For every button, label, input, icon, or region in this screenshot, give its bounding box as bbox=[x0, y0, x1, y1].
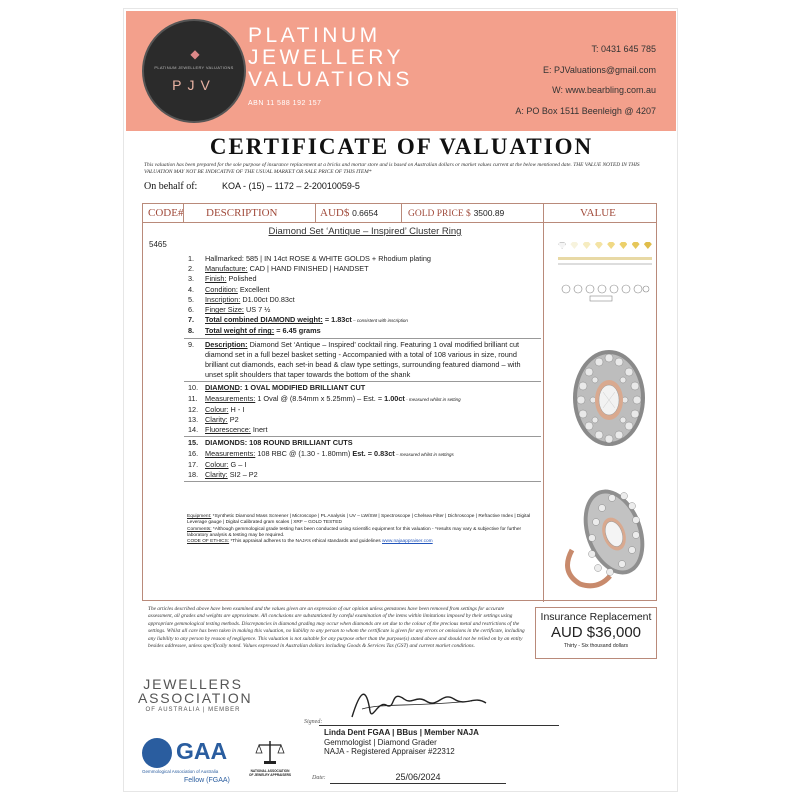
list-item: 10. DIAMOND: 1 OVAL MODIFIED BRILLIANT CUT bbox=[188, 383, 366, 393]
description-header: DESCRIPTION bbox=[206, 207, 278, 219]
valuation-date: 25/06/2024 bbox=[395, 772, 441, 782]
scale-bar-icon bbox=[556, 254, 654, 268]
brand-line-2: JEWELLERY bbox=[248, 46, 404, 69]
colour-scale bbox=[556, 242, 654, 249]
list-item: 4. Condition: Excellent bbox=[188, 284, 270, 294]
logo-initials: PJV bbox=[172, 77, 216, 93]
signature-image bbox=[342, 681, 492, 723]
valuation-table bbox=[142, 203, 657, 601]
list-item: 7. Total combined DIAMOND weight: = 1.83ct – consistent with inscription bbox=[188, 315, 408, 325]
equipment-notes: Equipment: *Synthetic Diamond Mass Screener | Microscope | PL Analysis | UV – LW/SW | Spectroscope | Chelsea Filter | Dichroscope | Refractive Index | Digital Leverage gauge | Digital Calibrated gram scales | XRF – GOLD TESTED Comments: *Although gemmological grade testing has been conducted using scientific equipment for this valuation - *results may vary & subjective for further laboratory analysis & testing may be required. CODE OF ETHICS: *This appraisal adheres to the NAJA’s ethical standards and guidelines www.najaappraiser.com bbox=[187, 514, 531, 545]
gem-icon bbox=[583, 242, 591, 249]
list-item: 6. Finger Size: US 7 ½ bbox=[188, 305, 271, 315]
list-item: 2. Manufacture: CAD | HAND FINISHED | HANDSET bbox=[188, 264, 369, 274]
clarity-diagram-icon bbox=[560, 281, 650, 303]
list-item: 5. Inscription: D1.00ct D0.83ct bbox=[188, 294, 295, 304]
divider bbox=[184, 381, 541, 382]
divider bbox=[184, 436, 541, 437]
list-item: 11. Measurements: 1 Oval @ (8.54mm x 5.25mm) – Est. = 1.00ct - measured whilst in setting bbox=[188, 393, 461, 403]
gem-icon bbox=[595, 242, 603, 249]
valuer-title: Gemmologist | Diamond Grader bbox=[324, 737, 437, 747]
gaa-logo: GAA bbox=[176, 738, 228, 764]
certificate-page bbox=[123, 8, 678, 792]
signed-label: Signed: bbox=[304, 719, 323, 725]
insurance-value-words: Thirty - Six thousand dollars bbox=[563, 643, 629, 649]
naja-link[interactable]: www.najaappraiser.com bbox=[382, 539, 433, 545]
list-item: 13. Clarity: P2 bbox=[188, 415, 239, 425]
gem-icon bbox=[619, 242, 627, 249]
gem-icon bbox=[570, 242, 578, 249]
col-divider bbox=[401, 204, 402, 222]
scales-icon bbox=[255, 739, 285, 765]
certificate-title: CERTIFICATE OF VALUATION bbox=[209, 134, 594, 159]
address: A: PO Box 1511 Beenleigh @ 4207 bbox=[515, 105, 656, 116]
grading-scale-image bbox=[556, 240, 654, 320]
diamond-icon: ◆ bbox=[190, 47, 200, 61]
divider bbox=[184, 338, 541, 339]
col-divider bbox=[315, 204, 316, 222]
gem-icon bbox=[644, 242, 652, 249]
ring-top-view-image bbox=[565, 336, 653, 476]
fellow-badge: Fellow (FGAA) bbox=[184, 777, 230, 784]
gem-icon bbox=[558, 242, 566, 249]
brand-name bbox=[248, 25, 448, 91]
gem-icon bbox=[607, 242, 615, 249]
value-col-divider bbox=[543, 204, 544, 602]
date-label: Date: bbox=[312, 775, 326, 781]
value-header: VALUE bbox=[580, 207, 616, 219]
gem-icon bbox=[632, 242, 640, 249]
list-item: 8. Total weight of ring: = 6.45 grams bbox=[188, 326, 321, 336]
website: W: www.bearbling.com.au bbox=[552, 85, 656, 95]
letterhead bbox=[126, 11, 676, 131]
disclaimer: This valuation has been prepared for the sole purpose of insurance replacement at a bricks and mortar store and is based on Australian dollars or market values current at the below mentioned date. THE VALUE NOTED IN THIS VALUATION MAY NOT BE INDICATIVE OF THE USUAL MARKET OR SALE PRICE OF THIS ITEM* bbox=[144, 162, 640, 175]
abn-number: ABN 11 588 192 157 bbox=[248, 100, 322, 107]
date-line bbox=[330, 783, 506, 784]
valuer-name: Linda Dent FGAA | BBus | Member NAJA bbox=[324, 728, 479, 737]
behalf-label: On behalf of: bbox=[144, 181, 198, 192]
list-item: 16. Measurements: 108 RBC @ (1.30 - 1.80mm) Est. = 0.83ct – measured whilst in settings bbox=[188, 448, 454, 458]
valuer-registration: NAJA - Registered Appraiser #22312 bbox=[324, 747, 455, 756]
insurance-value: AUD $36,000 bbox=[550, 624, 642, 641]
naja-logo: NATIONAL ASSOCIATION OF JEWELRY APPRAISERS bbox=[248, 739, 292, 778]
logo-text: PLATINUM JEWELLERY VALUATIONS bbox=[154, 65, 234, 70]
list-item: 3. Finish: Polished bbox=[188, 274, 257, 284]
list-item: 1. Hallmarked: 585 | IN 14ct ROSE & WHITE GOLDS + Rhodium plating bbox=[188, 254, 431, 263]
phone: T: 0431 645 785 bbox=[591, 44, 656, 54]
code-header: CODE# bbox=[148, 207, 184, 219]
clarity-scale bbox=[556, 281, 654, 303]
list-item: 15. DIAMONDS: 108 ROUND BRILLIANT CUTS bbox=[188, 438, 353, 448]
col-divider bbox=[183, 204, 184, 222]
insurance-replacement-box bbox=[535, 607, 657, 659]
valuation-notes: The articles described above have been examined and the values given are an expression of our opinion unless gemstones have been removed from settings for accurate assessment, all grades and weights are approximate. All conclusions are substantiated by careful examination of the items within limitations imposed by their settings using appropriate gemmological testing methods. Discrepancies in diamond grading may occur when diamonds are set due to the colour of the precious metal and restrictions of the settings. Whilst all care has been taken in making this valuation, no liability to any person to whom the certificate is given for any errors or omissions in the certificate, including any liability to any person by reason of negligence. This valuation is not suitable for any purpose other than the purpose(s) stated above and should not be relied on by an entity besides addressee, unless specifically noted. Values expressed in Australian dollars including Goods & Services Tax (GST) and current market conditions. bbox=[148, 606, 525, 650]
list-item: 17. Colour: G – I bbox=[188, 459, 247, 469]
behalf-value: KOA - (15) – 1172 – 2-20010059-5 bbox=[222, 181, 360, 191]
list-item: 9. Description: Diamond Set ‘Antique – Inspired’ cocktail ring. Featuring 1 oval modified brilliant cut diamond set in a full bezel basket setting - Accompanied with a total of 108 various in size, round brilliant cut diamonds, each set-in bead & claw type settings, surrounding featured diamond – with unset split shoulders that taper towards the bottom of the shank bbox=[188, 339, 521, 380]
gaa-subtitle: Gemmological Association of Australia bbox=[142, 769, 219, 774]
email: E: PJValuations@gmail.com bbox=[542, 64, 656, 75]
valuer-details bbox=[324, 728, 479, 757]
aud-header: AUD$ 0.6654 bbox=[320, 207, 379, 219]
signature-line bbox=[319, 725, 559, 726]
list-item: 18. Clarity: SI2 – P2 bbox=[188, 470, 258, 480]
gaa-emblem-icon bbox=[142, 738, 172, 768]
list-item: 14. Fluorescence: Inert bbox=[188, 425, 268, 435]
brand-line-1: PLATINUM bbox=[248, 24, 381, 47]
item-code: 5465 bbox=[149, 240, 167, 249]
insurance-label: Insurance Replacement bbox=[540, 611, 652, 623]
divider bbox=[184, 481, 541, 482]
item-title: Diamond Set ‘Antique – Inspired’ Cluster Ring bbox=[268, 226, 462, 237]
jewellers-association-logo: JEWELLERS ASSOCIATION OF AUSTRALIA | MEMBER bbox=[138, 676, 253, 713]
list-item: 12. Colour: H - I bbox=[188, 404, 245, 414]
item-details bbox=[188, 254, 538, 483]
header-divider bbox=[143, 222, 656, 223]
gold-price-header: GOLD PRICE $ 3500.89 bbox=[408, 208, 505, 219]
ring-side-view-image bbox=[558, 480, 652, 590]
brand-line-3: VALUATIONS bbox=[248, 68, 413, 91]
company-logo bbox=[142, 19, 246, 123]
contact-details bbox=[515, 39, 656, 121]
